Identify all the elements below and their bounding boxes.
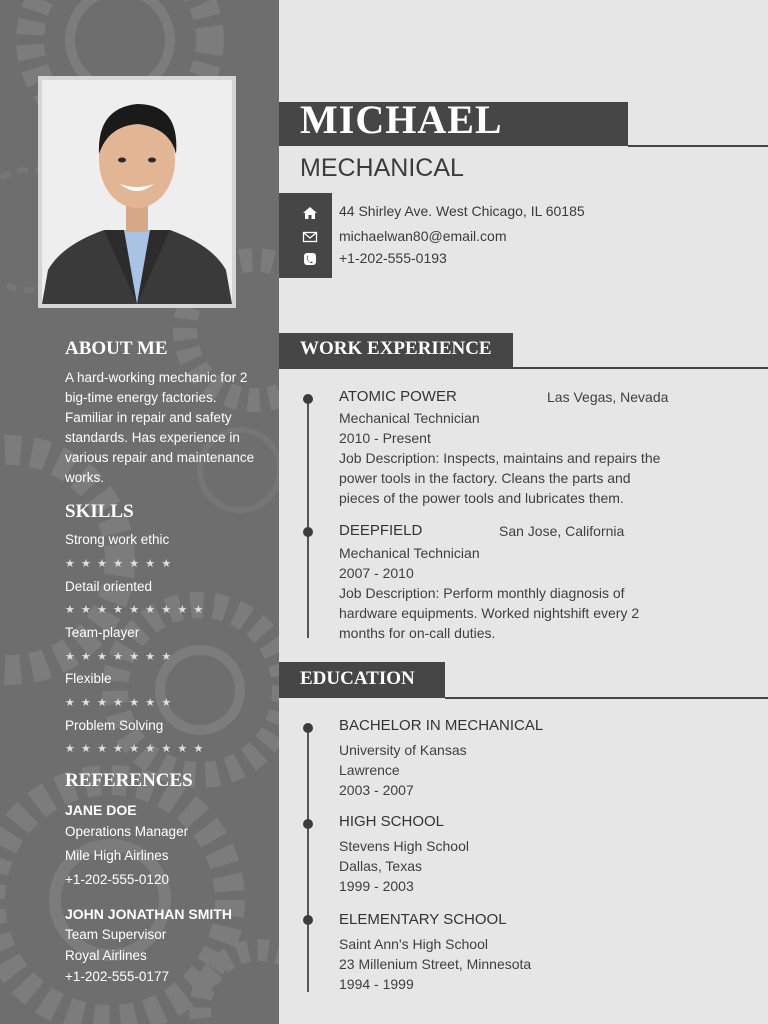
- timeline-dot: [303, 819, 313, 829]
- job-title: Mechanical Technician: [339, 545, 480, 561]
- job-title: Mechanical Technician: [339, 410, 480, 426]
- reference-role: Operations Manager: [65, 824, 189, 839]
- work-divider-line: [513, 367, 768, 369]
- timeline-dot: [303, 915, 313, 925]
- school-location: 23 Millenium Street, Minnesota: [339, 956, 532, 972]
- mail-icon: [302, 229, 318, 245]
- skill-rating-stars: ★★★★★★★: [65, 697, 178, 709]
- skill-label: Team-player: [65, 625, 140, 640]
- education-dates: 1999 - 2003: [339, 878, 414, 894]
- job-description-line: months for on-call duties.: [339, 625, 496, 641]
- last-name: MECHANICAL: [300, 154, 464, 182]
- skills-heading: SKILLS: [65, 501, 134, 522]
- skill-label: Strong work ethic: [65, 532, 170, 547]
- about-line: works.: [65, 470, 105, 485]
- timeline-dot: [303, 723, 313, 733]
- skill-label: Flexible: [65, 671, 112, 686]
- job-location: Las Vegas, Nevada: [547, 389, 669, 405]
- timeline-dot: [303, 394, 313, 404]
- reference-company: Royal Airlines: [65, 948, 147, 963]
- degree-name: HIGH SCHOOL: [339, 813, 445, 830]
- email-link[interactable]: michaelwan80@email.com: [339, 228, 507, 244]
- skill-rating-stars: ★★★★★★★: [65, 558, 178, 570]
- name-divider-line: [628, 145, 768, 147]
- job-description-line: pieces of the power tools and lubricates them.: [339, 490, 624, 506]
- company-name: DEEPFIELD: [339, 522, 423, 539]
- skill-label: Detail oriented: [65, 579, 153, 594]
- school-name: Stevens High School: [339, 838, 469, 854]
- reference-company: Mile High Airlines: [65, 848, 169, 863]
- reference-entry: [65, 800, 188, 892]
- reference-name: JOHN JONATHAN SMITH: [65, 906, 232, 922]
- school-location: Lawrence: [339, 762, 400, 778]
- phone-text: +1-202-555-0193: [339, 250, 447, 266]
- work-entry: [339, 521, 639, 643]
- education-entry: [339, 910, 531, 994]
- work-entry: [339, 387, 660, 508]
- skill-rating-stars: ★★★★★★★: [65, 651, 178, 663]
- job-dates: 2010 - Present: [339, 430, 431, 446]
- profile-photo: [42, 80, 232, 304]
- skill-rating-stars: ★★★★★★★★★: [65, 743, 210, 755]
- about-line: Familiar in repair and safety: [65, 410, 232, 425]
- first-name: MICHAEL: [300, 97, 503, 142]
- work-experience-heading: WORK EXPERIENCE: [300, 338, 492, 359]
- job-description-line: power tools in the factory. Cleans the parts and: [339, 470, 631, 486]
- reference-name: JANE DOE: [65, 802, 137, 818]
- education-heading: EDUCATION: [300, 668, 415, 689]
- about-me-text: [65, 368, 254, 488]
- profile-photo-frame: [38, 76, 236, 308]
- degree-name: BACHELOR IN MECHANICAL: [339, 717, 544, 734]
- company-name: ATOMIC POWER: [339, 388, 457, 405]
- degree-name: ELEMENTARY SCHOOL: [339, 911, 507, 928]
- about-line: big-time energy factories.: [65, 390, 217, 405]
- education-entry: [339, 812, 469, 896]
- phone-icon: [302, 251, 318, 267]
- school-name: University of Kansas: [339, 742, 467, 758]
- work-timeline-line: [307, 398, 309, 638]
- school-location: Dallas, Texas: [339, 858, 423, 874]
- education-dates: 1994 - 1999: [339, 976, 414, 992]
- about-line: A hard-working mechanic for 2: [65, 370, 248, 385]
- reference-role: Team Supervisor: [65, 927, 167, 942]
- reference-phone: +1-202-555-0177: [65, 969, 169, 984]
- about-line: standards. Has experience in: [65, 430, 240, 445]
- education-dates: 2003 - 2007: [339, 782, 414, 798]
- job-dates: 2007 - 2010: [339, 565, 414, 581]
- skill-rating-stars: ★★★★★★★★★: [65, 604, 210, 616]
- school-name: Saint Ann's High School: [339, 936, 488, 952]
- job-description-line: Job Description: Perform monthly diagnosis of: [339, 585, 625, 601]
- person-portrait-illustration: [42, 80, 232, 304]
- timeline-dot: [303, 527, 313, 537]
- job-description-line: hardware equipments. Worked nightshift every 2: [339, 605, 640, 621]
- job-description-line: Job Description: Inspects, maintains and repairs the: [339, 450, 661, 466]
- about-line: various repair and maintenance: [65, 450, 255, 465]
- reference-phone: +1-202-555-0120: [65, 872, 169, 887]
- education-timeline-line: [307, 728, 309, 992]
- education-divider-line: [445, 697, 768, 699]
- about-me-heading: ABOUT ME: [65, 338, 168, 359]
- job-location: San Jose, California: [499, 523, 625, 539]
- references-heading: REFERENCES: [65, 770, 193, 791]
- education-entry: [339, 716, 543, 800]
- reference-entry: [65, 904, 232, 987]
- skill-label: Problem Solving: [65, 718, 164, 733]
- sidebar: [0, 0, 279, 1024]
- home-icon: [302, 205, 318, 221]
- address-text: 44 Shirley Ave. West Chicago, IL 60185: [339, 203, 585, 219]
